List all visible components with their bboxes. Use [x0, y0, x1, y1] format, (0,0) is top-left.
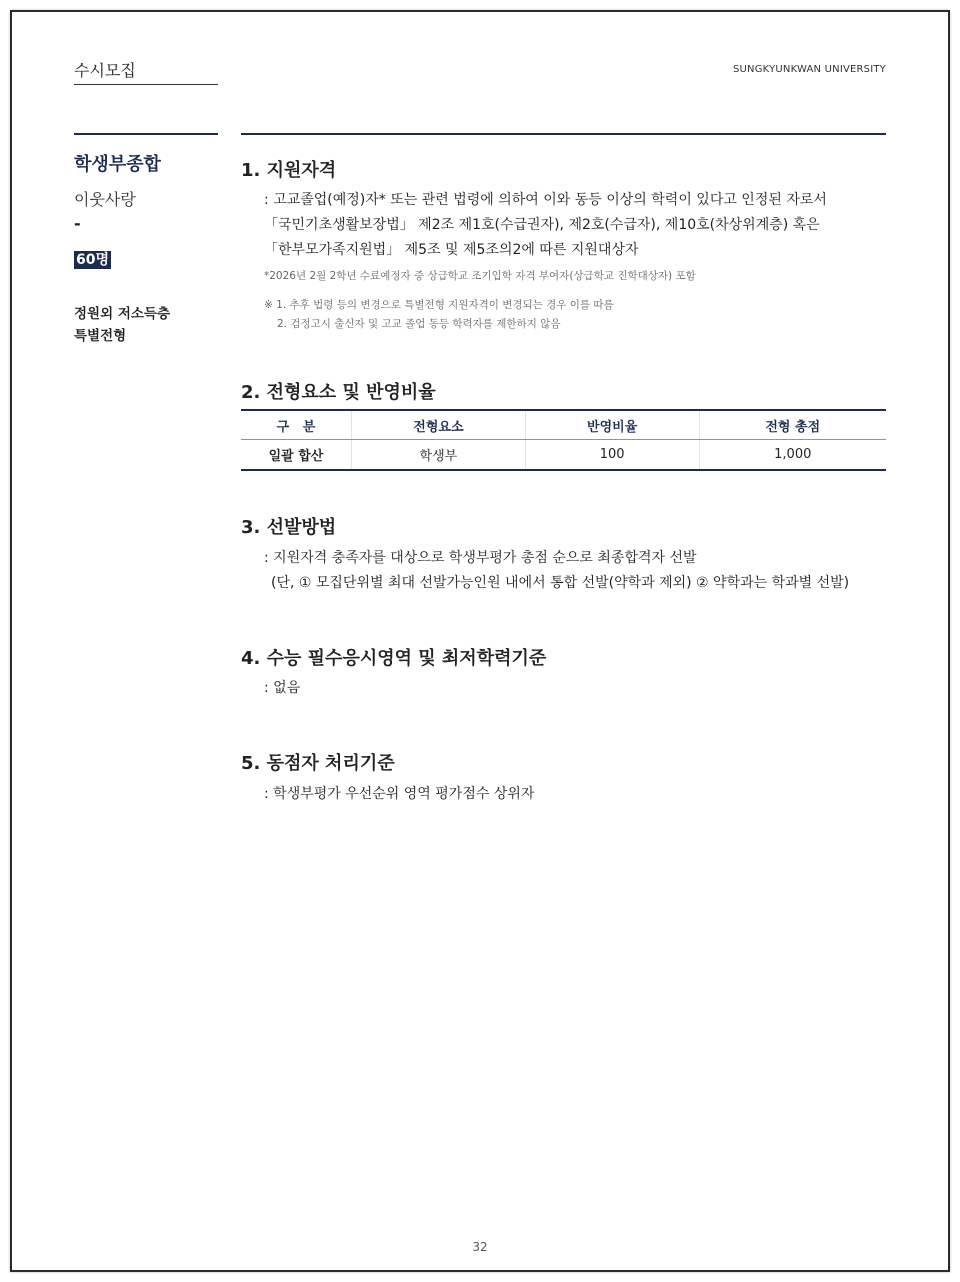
section-1-line: 「한부모가족지원법」 제5조 및 제5조의2에 따른 지원대상자	[264, 242, 639, 258]
section-3-line: (단, ① 모집단위별 최대 선발가능인원 내에서 통합 선발(약학과 제외) ② 약학과는 학과별 선발)	[271, 575, 850, 591]
section-1-note: 2. 검정고시 출신자 및 고교 졸업 동등 학력자를 제한하지 않음	[277, 318, 561, 330]
section-4-body: : 없음	[264, 680, 301, 696]
sidebar-subtitle: 이웃사랑	[74, 190, 136, 209]
sidebar-type-line2: 특별전형	[74, 328, 127, 344]
table-cell: 일괄 합산	[241, 440, 352, 471]
section-1-line: 「국민기초생활보장법」 제2조 제1호(수급권자), 제2호(수급자), 제10호(차상위계층) 혹은	[264, 217, 820, 233]
sidebar-title: 학생부종합	[74, 154, 161, 175]
sidebar-admission-type	[74, 303, 170, 347]
section-1-body	[264, 188, 827, 263]
section-3-line: : 지원자격 충족자를 대상으로 학생부평가 총점 순으로 최종합격자 선발	[264, 550, 697, 566]
table-header-cell: 구 분	[241, 410, 352, 440]
header-university: SUNGKYUNKWAN UNIVERSITY	[732, 64, 886, 75]
section-1-notes	[264, 296, 614, 334]
sidebar-dash: -	[74, 214, 81, 233]
table-header-cell: 전형요소	[352, 410, 526, 440]
header-underline	[74, 84, 218, 85]
section-4-title: 4. 수능 필수응시영역 및 최저학력기준	[241, 648, 547, 669]
page-number: 32	[472, 1240, 488, 1254]
table-cell: 1,000	[699, 440, 886, 471]
table-header-cell: 전형 총점	[699, 410, 886, 440]
section-3-body	[264, 546, 849, 596]
section-5-title: 5. 동점자 처리기준	[241, 753, 395, 774]
section-1-footnote: *2026년 2월 2학년 수료예정자 중 상급학교 조기입학 자격 부여자(상급학교 진학대상자) 포함	[264, 270, 696, 282]
section-3-title: 3. 선발방법	[241, 517, 337, 538]
section-5-body: : 학생부평가 우선순위 영역 평가점수 상위자	[264, 786, 535, 802]
section-1-note: ※ 1. 추후 법령 등의 변경으로 특별전형 지원자격이 변경되는 경우 이를 따름	[264, 299, 614, 311]
criteria-table	[241, 409, 886, 471]
header-section-label: 수시모집	[74, 61, 136, 80]
table-cell: 100	[525, 440, 699, 471]
section-2-title: 2. 전형요소 및 반영비율	[241, 382, 436, 403]
table-header-row	[241, 410, 886, 440]
main-divider	[241, 133, 886, 135]
section-1-line: : 고교졸업(예정)자* 또는 관련 법령에 의하여 이와 동등 이상의 학력이 있다고 인정된 자로서	[264, 192, 827, 208]
table-row	[241, 440, 886, 471]
table-header-cell: 반영비율	[525, 410, 699, 440]
sidebar-count-badge: 60명	[76, 252, 110, 268]
sidebar-divider	[74, 133, 218, 135]
sidebar-type-line1: 정원외 저소득층	[74, 306, 170, 322]
section-1-title: 1. 지원자격	[241, 160, 337, 181]
table-cell: 학생부	[352, 440, 526, 471]
